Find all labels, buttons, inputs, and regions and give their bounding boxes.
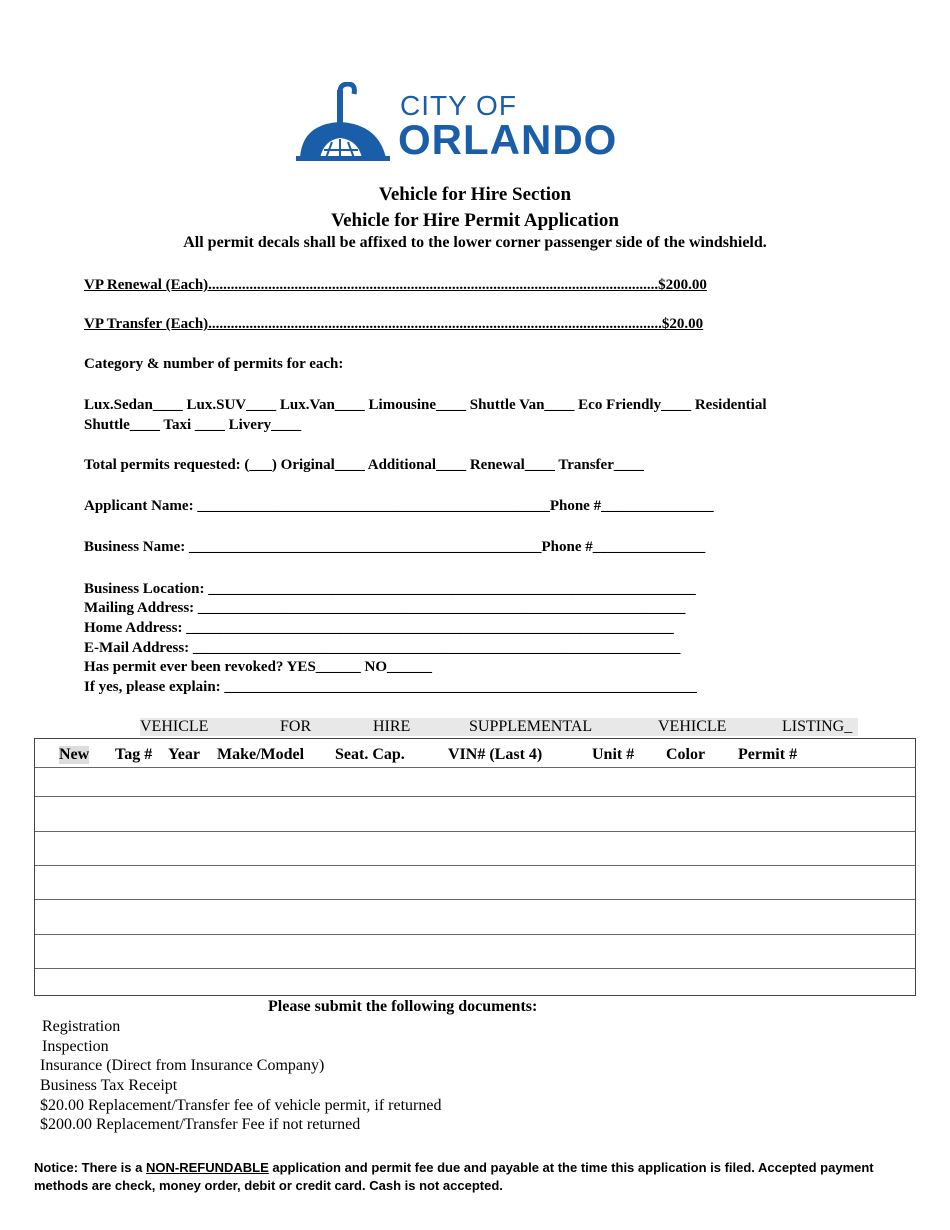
home-address-field[interactable]: Home Address: _________________________________________________________________	[84, 620, 674, 636]
column-seat-cap: Seat. Cap.	[335, 746, 405, 763]
section-title: Vehicle for Hire Section	[378, 184, 572, 205]
document-item: Business Tax Receipt	[40, 1077, 178, 1094]
document-item: Registration	[42, 1018, 121, 1035]
column-year: Year	[168, 746, 200, 763]
table-row[interactable]	[35, 968, 915, 969]
revoked-field[interactable]: Has permit ever been revoked? YES______ NO______	[84, 659, 433, 675]
heading-word: LISTING_	[782, 718, 853, 735]
business-location-field[interactable]: Business Location: _________________________________________________________________	[84, 581, 696, 597]
documents-heading: Please submit the following documents:	[268, 998, 538, 1015]
decal-note: All permit decals shall be affixed to the lower corner passenger side of the windshield.	[183, 234, 767, 251]
category-label: Category & number of permits for each:	[84, 356, 344, 372]
fee-transfer: VP Transfer (Each).........................................................................................................................$20.00	[84, 316, 704, 332]
table-row[interactable]	[35, 831, 915, 832]
heading-word: HIRE	[373, 718, 411, 735]
vehicle-listing-table	[34, 738, 916, 996]
notice-prefix: Notice: There is a	[34, 1160, 146, 1175]
payment-notice	[34, 1159, 914, 1195]
column-vin: VIN# (Last 4)	[448, 746, 543, 763]
document-item: Inspection	[42, 1038, 109, 1055]
table-row[interactable]	[35, 934, 915, 935]
business-name-field[interactable]: Business Name: _______________________________________________Phone #_______________	[84, 539, 706, 555]
document-item: $200.00 Replacement/Transfer Fee if not returned	[40, 1116, 361, 1133]
table-row[interactable]	[35, 899, 915, 900]
column-unit: Unit #	[592, 746, 635, 763]
application-title: Vehicle for Hire Permit Application	[331, 210, 619, 231]
applicant-name-field[interactable]: Applicant Name: _______________________________________________Phone #_______________	[84, 498, 714, 514]
heading-word: VEHICLE	[140, 718, 209, 735]
table-row[interactable]	[35, 796, 915, 797]
heading-word: VEHICLE	[658, 718, 727, 735]
city-logo	[296, 82, 656, 164]
mailing-address-field[interactable]: Mailing Address: _________________________________________________________________	[84, 600, 686, 616]
column-new: New	[59, 746, 90, 763]
heading-word: SUPPLEMENTAL	[469, 718, 593, 735]
column-permit: Permit #	[738, 746, 798, 763]
total-permits-field[interactable]: Total permits requested: (___) Original____ Additional____ Renewal____ Transfer____	[84, 457, 644, 473]
table-row[interactable]	[35, 767, 915, 768]
email-address-field[interactable]: E-Mail Address: _________________________________________________________________	[84, 640, 681, 656]
vehicle-listing-heading	[140, 718, 858, 736]
document-item: $20.00 Replacement/Transfer fee of vehicle permit, if returned	[40, 1097, 442, 1114]
column-make-model: Make/Model	[217, 746, 305, 763]
fee-renewal: VP Renewal (Each)........................................................................................................................$200.00	[84, 277, 707, 293]
heading-word: FOR	[280, 718, 312, 735]
category-line-2[interactable]: Shuttle____ Taxi ____ Livery____	[84, 417, 302, 433]
explain-field[interactable]: If yes, please explain: _______________________________________________________________	[84, 679, 697, 695]
notice-emphasis: NON-REFUNDABLE	[145, 1160, 269, 1175]
document-item: Insurance (Direct from Insurance Company)	[40, 1057, 325, 1074]
logo-city-text: CITY OF	[400, 90, 517, 121]
logo-orlando-text: ORLANDO	[398, 116, 618, 163]
category-line-1[interactable]: Lux.Sedan____ Lux.SUV____ Lux.Van____ Limousine____ Shuttle Van____ Eco Friendly____ Residential	[84, 397, 767, 413]
notice-rest: application and permit fee due and payable at the time this application is filed. Accepted payment methods are check, money order, debit or credit card. Cash is not accepted.	[34, 1160, 874, 1193]
column-tag: Tag #	[115, 746, 153, 763]
column-color: Color	[666, 746, 706, 763]
fountain-icon	[296, 82, 396, 164]
table-row[interactable]	[35, 865, 915, 866]
